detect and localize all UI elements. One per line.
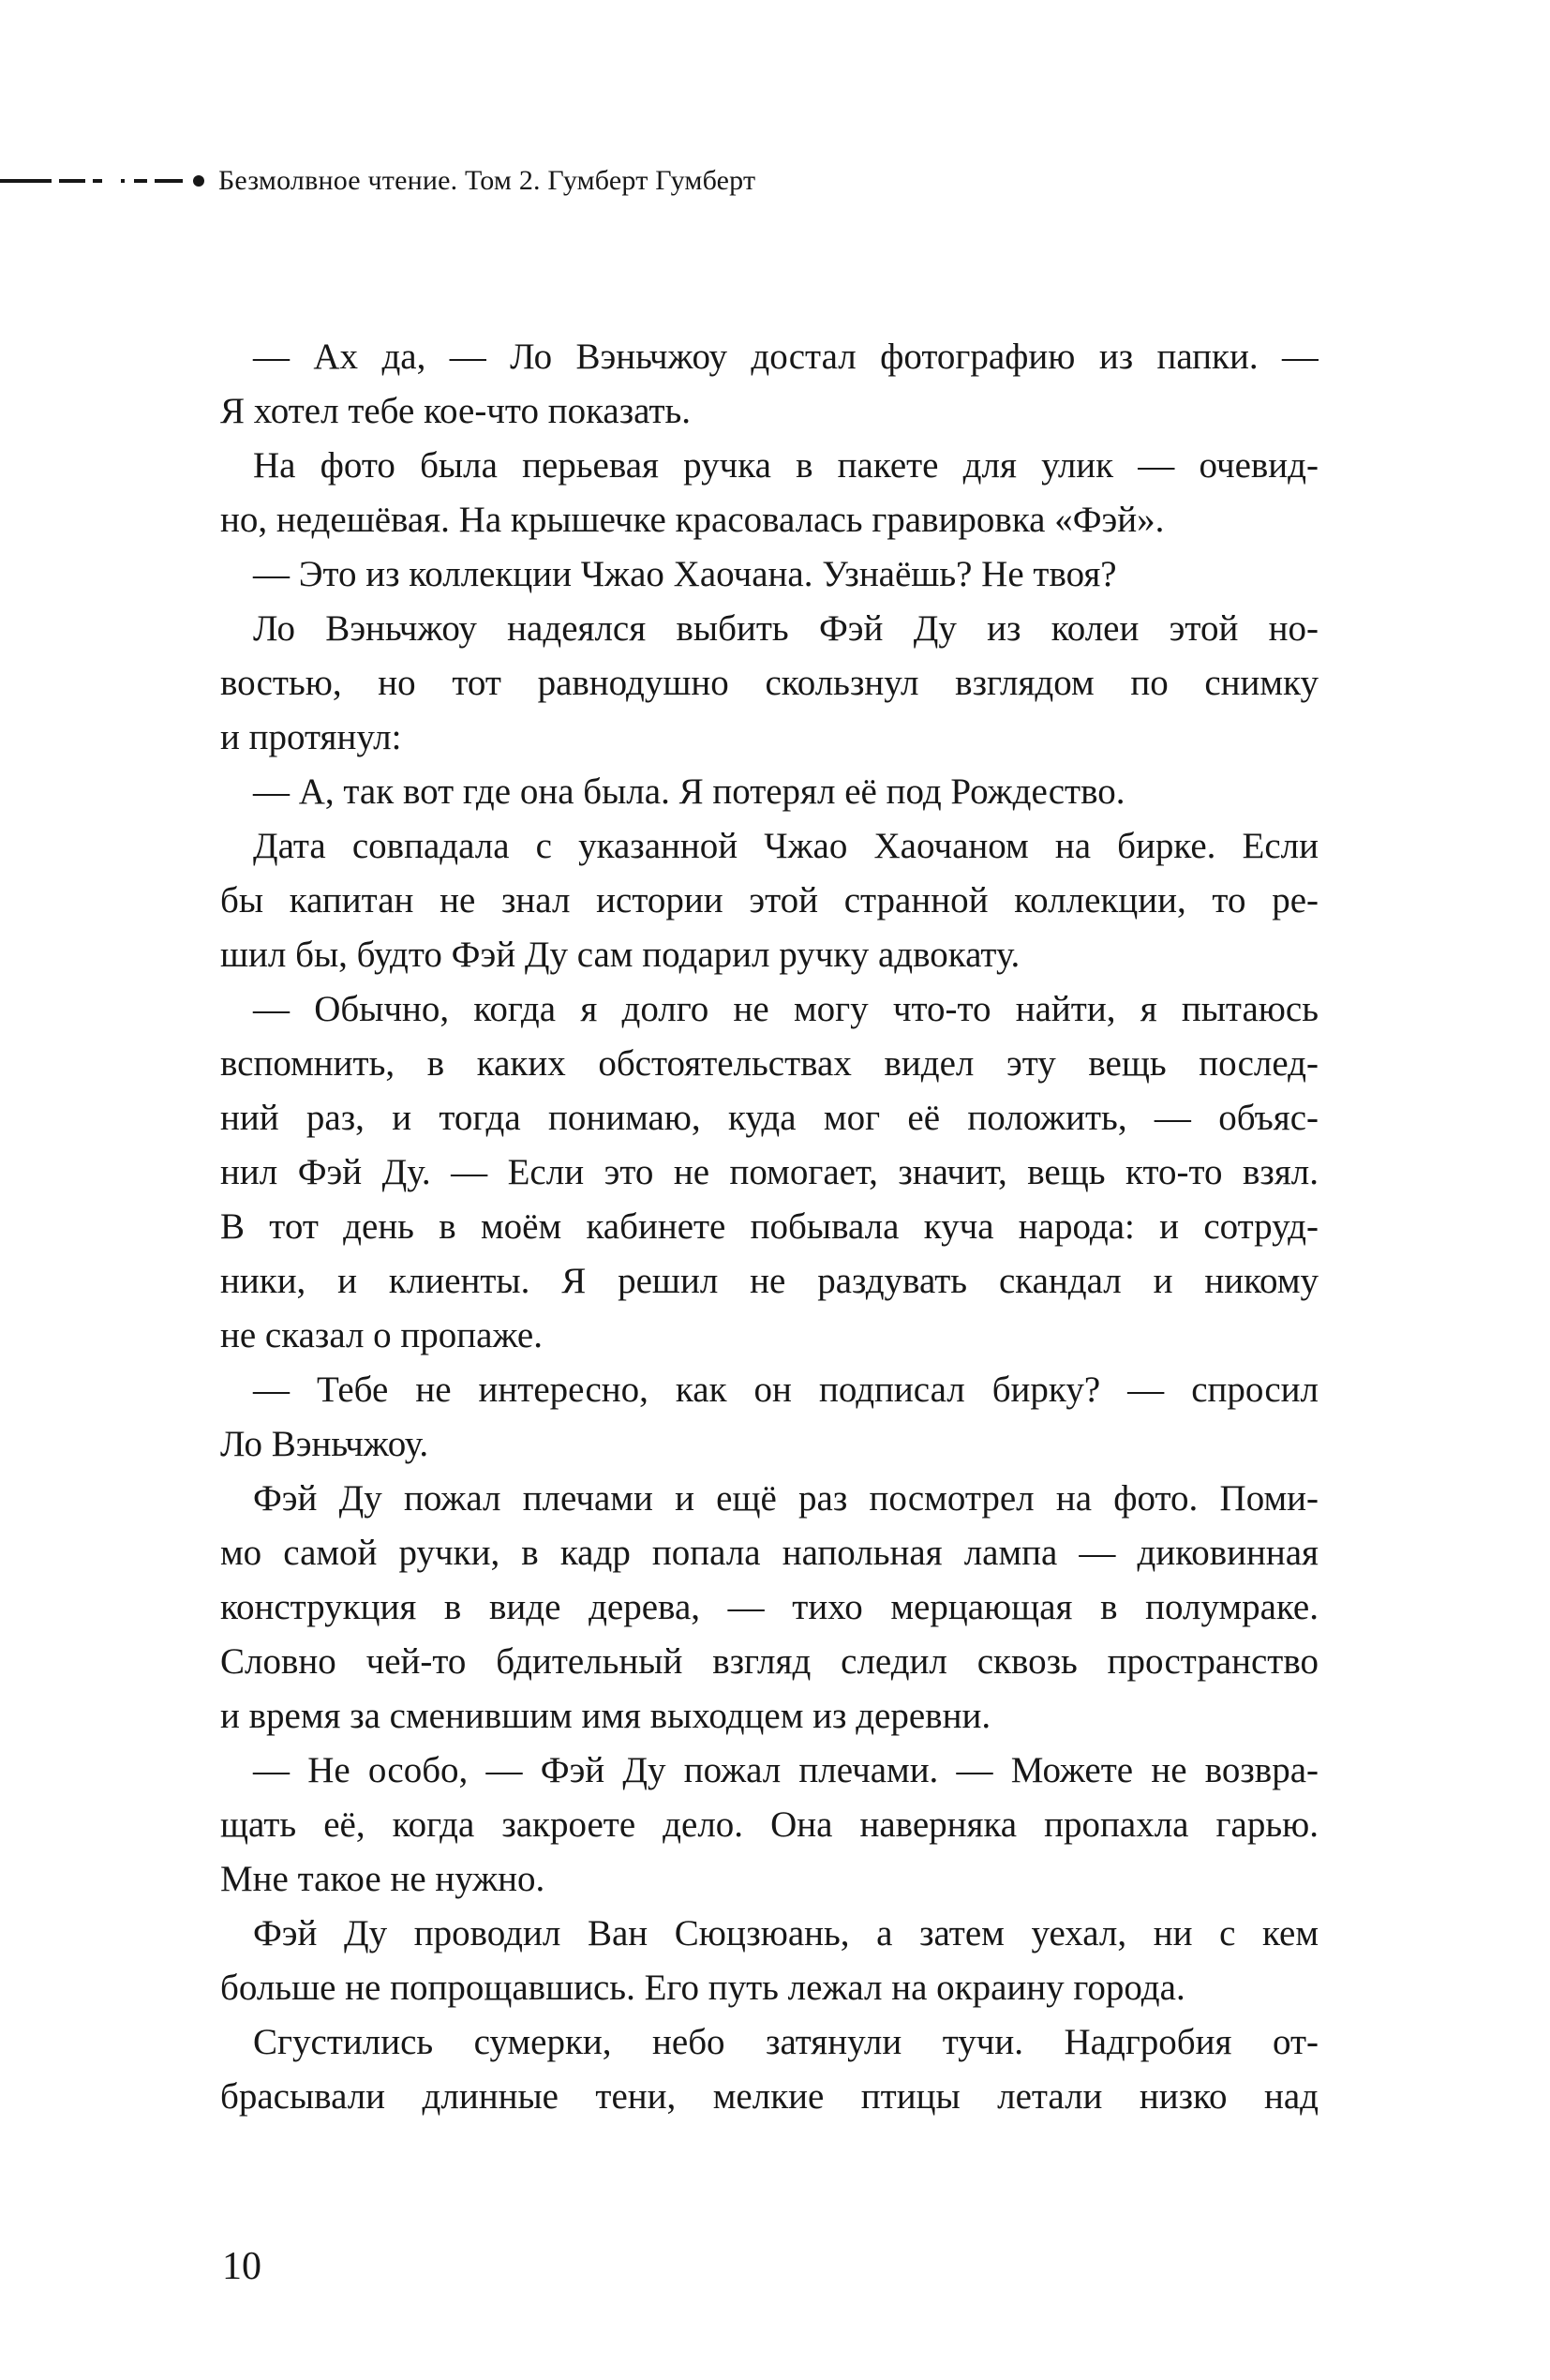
text-line: — Это из коллекции Чжао Хаочана. Узнаёшь? Не твоя?: [253, 554, 1117, 594]
text-line: В тот день в моём кабинете побывала куча народа: и сотруд-: [220, 1206, 1319, 1247]
page-header: [0, 159, 1550, 202]
text-line: Словно чей-то бдительный взгляд следил сквозь пространство: [220, 1641, 1319, 1682]
text-line: На фото была перьевая ручка в пакете для улик — очевид-: [253, 445, 1319, 486]
text-line: вспомнить, в каких обстоятельствах видел эту вещь послед-: [220, 1043, 1319, 1084]
text-line: брасывали длинные тени, мелкие птицы летали низко над: [220, 2076, 1319, 2117]
text-line: щать её, когда закроете дело. Она наверняка пропахла гарью.: [220, 1804, 1319, 1845]
text-line: Мне такое не нужно.: [220, 1859, 545, 1899]
running-title: Безмолвное чтение. Том 2. Гумберт Гумберт: [218, 165, 756, 196]
text-line: конструкция в виде дерева, — тихо мерцающая в полумраке.: [220, 1587, 1319, 1627]
text-line: и время за сменившим имя выходцем из деревни.: [220, 1696, 991, 1736]
body-text: [220, 330, 1319, 2124]
text-line: — А, так вот где она была. Я потерял её под Рождество.: [253, 771, 1125, 812]
text-line: Фэй Ду пожал плечами и ещё раз посмотрел на фото. Поми-: [253, 1478, 1319, 1519]
text-line: — Тебе не интересно, как он подписал бирку? — спросил: [253, 1370, 1319, 1410]
text-line: ники, и клиенты. Я решил не раздувать скандал и никому: [220, 1261, 1319, 1301]
text-line: но, недешёвая. На крышечке красовалась гравировка «Фэй».: [220, 500, 1165, 540]
text-line: не сказал о пропаже.: [220, 1315, 543, 1355]
text-line: — Ах да, — Ло Вэньчжоу достал фотографию из папки. —: [253, 337, 1319, 377]
text-line: Я хотел тебе кое-что показать.: [220, 391, 692, 431]
text-line: ний раз, и тогда понимаю, куда мог её положить, — объяс-: [220, 1098, 1319, 1138]
text-line: востью, но тот равнодушно скользнул взглядом по снимку: [220, 663, 1319, 703]
text-line: мо самой ручки, в кадр попала напольная лампа — диковинная: [220, 1533, 1319, 1573]
text-line: — Не особо, — Фэй Ду пожал плечами. — Можете не возвра-: [253, 1750, 1319, 1790]
page-number: 10: [222, 2245, 261, 2288]
text-line: Дата совпадала с указанной Чжао Хаочаном на бирке. Если: [253, 826, 1319, 866]
text-line: шил бы, будто Фэй Ду сам подарил ручку адвокату.: [220, 935, 1021, 975]
header-rule-ornament: [0, 174, 210, 187]
page-footer: [222, 2242, 261, 2291]
text-line: и протянул:: [220, 717, 402, 757]
text-line: Фэй Ду проводил Ван Сюцзюань, а затем уехал, ни с кем: [253, 1913, 1319, 1953]
text-line: больше не попрощавшись. Его путь лежал на окраину города.: [220, 1968, 1185, 2008]
text-line: Ло Вэньчжоу.: [220, 1424, 429, 1464]
text-line: бы капитан не знал истории этой странной коллекции, то ре-: [220, 880, 1319, 921]
text-line: Ло Вэньчжоу надеялся выбить Фэй Ду из колеи этой но-: [253, 608, 1319, 649]
text-line: нил Фэй Ду. — Если это не помогает, значит, вещь кто-то взял.: [220, 1152, 1319, 1192]
text-line: — Обычно, когда я долго не могу что-то найти, я пытаюсь: [253, 989, 1319, 1029]
text-line: Сгустились сумерки, небо затянули тучи. Надгробия от-: [253, 2022, 1319, 2062]
